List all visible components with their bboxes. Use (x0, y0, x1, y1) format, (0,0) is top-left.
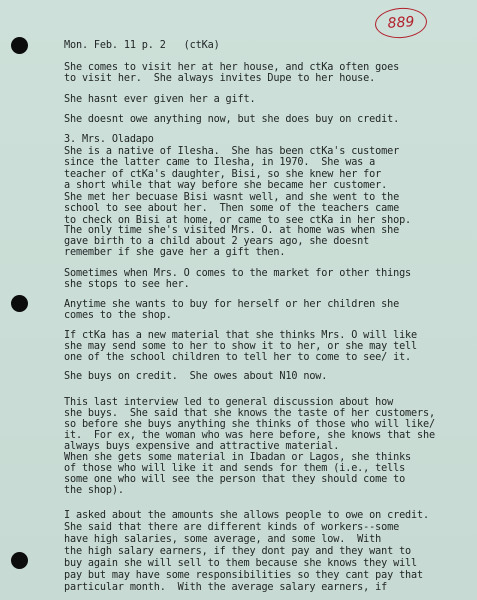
page-header: Mon. Feb. 11 p. 2 (ctKa) (64, 40, 220, 51)
text-line: She met her becuase Bisi wasnt well, and she went to the (64, 191, 400, 203)
text-line: it. For ex, the woman who was here before, she knows that she (64, 430, 435, 441)
text-line: comes to the shop. (64, 310, 172, 321)
text-line: She buys on credit. She owes about N10 now. (64, 371, 328, 382)
punch-hole-top (11, 37, 28, 54)
text-line: If ctKa has a new material that she thinks Mrs. O will like (64, 330, 418, 341)
text-line: a short while that way before she became her customer. (64, 180, 388, 191)
punch-hole-bottom (11, 552, 28, 569)
text-line: she buys. She said that she knows the taste of her customers, (64, 408, 435, 419)
text-line: so before she buys anything she thinks of those who will like/ (64, 419, 435, 430)
text-line: She hasnt ever given her a gift. (64, 94, 256, 105)
text-line: school to see about her. Then some of the teachers came (64, 203, 400, 214)
punch-hole-middle (11, 295, 28, 312)
section-heading: 3. Mrs. Oladapo (64, 134, 154, 145)
text-line: teacher of ctKa's daughter, Bisi, so she knew her for (64, 168, 382, 180)
text-line: Anytime she wants to buy for herself or her children she (64, 299, 400, 310)
text-line: of those who will like it and sends for them (i.e., tells (64, 463, 406, 474)
text-line: the high salary earners, if they dont pay and they want to (64, 546, 412, 557)
text-line: She said that there are different kinds of workers--some (64, 522, 400, 533)
text-line: have high salaries, some average, and some low. With (64, 534, 382, 545)
text-line: remember if she gave her a gift then. (64, 247, 286, 258)
text-line: particular month. With the average salary earners, if (64, 582, 388, 593)
text-line: Sometimes when Mrs. O comes to the market for other things (64, 268, 412, 279)
page-number: 889 (374, 6, 428, 40)
text-line: This last interview led to general discussion about how (64, 397, 394, 408)
text-line: to check on Bisi at home, or came to see ctKa in her shop. (64, 214, 412, 226)
text-line: always buys expensive and attractive material. (64, 441, 340, 452)
text-line: since the latter came to Ilesha, in 1970. She was a (64, 157, 376, 168)
text-line: I asked about the amounts she allows people to owe on credit. (64, 510, 429, 521)
text-line: She comes to visit her at her house, and ctKa often goes (64, 62, 400, 73)
text-line: buy again she will sell to them because she knows they will (64, 558, 418, 569)
text-line: to visit her. She always invites Dupe to her house. (64, 73, 376, 84)
text-line: pay but may have some responsibilities so they cant pay that (64, 570, 424, 581)
text-line: some one who will see the person that they should come to (64, 474, 406, 485)
text-line: She doesnt owe anything now, but she does buy on credit. (64, 114, 400, 125)
text-line: When she gets some material in Ibadan or Lagos, she thinks (64, 452, 412, 463)
text-line: she may send some to her to show it to her, or she may tell (64, 341, 418, 352)
text-line: she stops to see her. (64, 279, 190, 290)
text-line: The only time she's visited Mrs. O. at home was when she (64, 225, 400, 236)
text-line: one of the school children to tell her to come to see/ it. (64, 352, 412, 363)
text-line: She is a native of Ilesha. She has been ctKa's customer (64, 145, 400, 157)
text-line: the shop). (64, 485, 124, 496)
text-line: gave birth to a child about 2 years ago, she doesnt (64, 236, 370, 247)
